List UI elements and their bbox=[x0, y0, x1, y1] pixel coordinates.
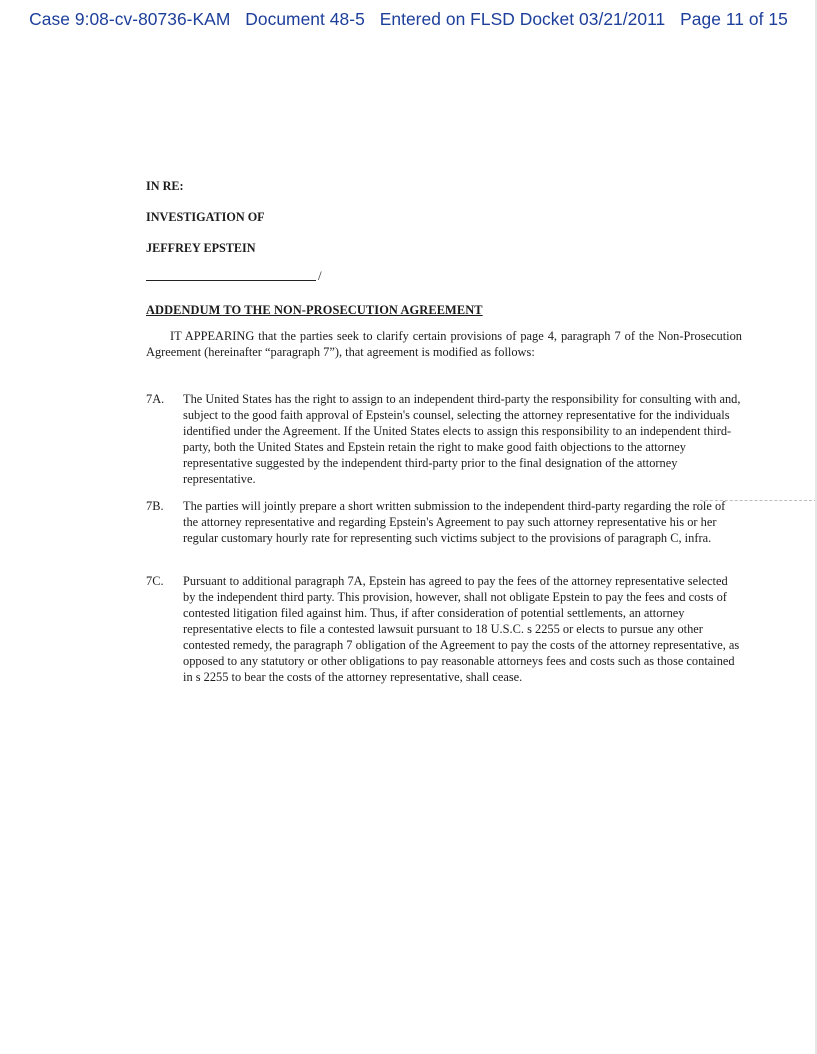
page-number: Page 11 of 15 bbox=[680, 9, 788, 29]
caption-slash: / bbox=[318, 268, 322, 283]
paragraph-text: Pursuant to additional paragraph 7A, Epstein has agreed to pay the fees of the attorney representative selected by the independent third party. This provision, however, shall not obligate Epstein to pay the fees and costs of contested litigation filed against him. Thus, if after consideration of potential settlements, an attorney representative elects to file a contested lawsuit pursuant to 18 U.S.C. s 2255 or elects to pursue any other contested remedy, the paragraph 7 obligation of the Agreement to pay the costs of the attorney representative, as opposed to any statutory or other obligations to pay reasonable attorneys fees and costs such as those contained in s 2255 to bear the costs of the attorney representative, shall cease. bbox=[183, 574, 740, 684]
caption-underline bbox=[146, 280, 316, 281]
paragraph-text: The United States has the right to assign to an independent third-party the responsibility for consulting with and, subject to the good faith approval of Epstein's counsel, selecting the attorney representative for the individuals identified under the Agreement. If the United States elects to assign this responsibility to an independent third-party, both the United States and Epstein retain the right to make good faith objections to the attorney representative suggested by the independent third-party prior to the final designation of the attorney representative. bbox=[183, 392, 741, 486]
paragraph-7b bbox=[146, 498, 742, 546]
docket-header bbox=[0, 9, 817, 30]
entered-date: Entered on FLSD Docket 03/21/2011 bbox=[379, 9, 666, 29]
paragraph-number: 7A. bbox=[146, 392, 165, 406]
paragraph-number: 7C. bbox=[146, 574, 164, 588]
paragraph-text: The parties will jointly prepare a short written submission to the independent third-party regarding the role of the attorney representative and regarding Epstein's Agreement to pay such attorney representative his or her regular customary hourly rate for representing such victims subject to the provisions of paragraph C, infra. bbox=[183, 499, 726, 545]
paragraph-number: 7B. bbox=[146, 499, 164, 513]
document-number: Document 48-5 bbox=[245, 9, 365, 29]
document-title: ADDENDUM TO THE NON-PROSECUTION AGREEMENT bbox=[146, 303, 483, 317]
scan-artifact-line bbox=[700, 500, 817, 501]
caption-investigation: INVESTIGATION OF bbox=[146, 210, 265, 224]
case-number: Case 9:08-cv-80736-KAM bbox=[29, 9, 231, 29]
paragraph-7c bbox=[146, 573, 742, 685]
paragraph-7a bbox=[146, 391, 742, 487]
caption-in-re: IN RE: bbox=[146, 179, 184, 193]
caption-name: JEFFREY EPSTEIN bbox=[146, 241, 256, 255]
intro-paragraph: IT APPEARING that the parties seek to clarify certain provisions of page 4, paragraph 7 of the Non-Prosecution Agreement (hereinafter “paragraph 7”), that agreement is modified as follows: bbox=[146, 329, 742, 359]
